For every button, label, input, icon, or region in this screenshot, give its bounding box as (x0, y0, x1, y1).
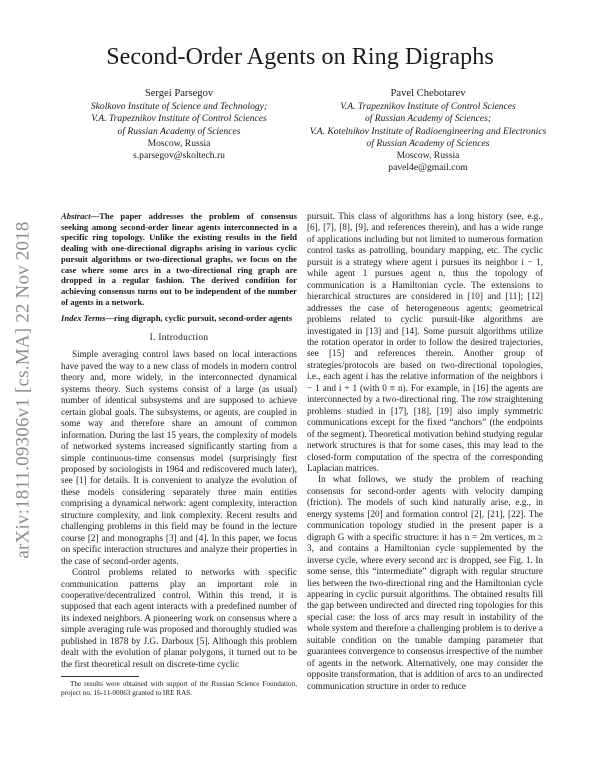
author-affiliation: Skolkovo Institute of Science and Technology; (90, 101, 268, 113)
author-location: Moscow, Russia (147, 137, 211, 149)
body-paragraph: In what follows, we study the problem of reaching consensus for second-order agents with velocity damping (friction). The models of such kind naturally arise, e.g., in energy systems [20] and formation control [2], [21], [22]. The communication topology studied in the present paper is a digraph G with a specific structure: it has n = 2m vertices, m ≥ 3, and contains a Hamiltonian cycle supplemented by the inverse cycle, where every second arc is dropped, see Fig. 1. In some sense, this “intermediate” digraph with regular structure lies between the two-directional ring and the Hamiltonian cycle appearing in cyclic pursuit algorithms. The obtained results fill the gap between undirected and directed ring topologies for this special case: the loss of arcs may result in instability of the whole system and therefore a challenging problem is to derive a suitable condition on the tunable damping parameter that guarantees convergence to consensus irrespective of the number of agents in the network. Alternatively, one may consider the opposite transformation, that is addition of arcs to an undirected communication structure in order to reduce (307, 474, 543, 691)
author-name: Sergei Parsegov (144, 88, 214, 99)
right-column (307, 211, 543, 692)
footnote-divider (61, 676, 139, 677)
arxiv-identifier: arXiv:1811.09306v1 [cs.MA] 22 Nov 2018 (13, 221, 35, 559)
author-location: Moscow, Russia (396, 150, 460, 162)
index-terms-text: —ring digraph, cyclic pursuit, second-order agents (105, 313, 293, 324)
author-block-2 (304, 88, 552, 174)
body-paragraph: pursuit. This class of algorithms has a long history (see, e.g., [6], [7], [8], [9], and references therein), and has a wide range of applications including but not limited to numerous formation control tasks as patrolling, boundary mapping, etc. The cyclic pursuit is a strategy where agent i pursues its neighbor i − 1, while agent 1 pursues agent n, thus the topology of communication is a Hamiltonian cycle. The extensions to hierarchical structures are considered in [10] and [11]; [12] addresses the case of heterogeneous agents; geometrical problems related to cyclic pursuit-like algorithms are investigated in [13] and [14]. Some pursuit algorithms utilize the rotation operator in order to follow the desired trajectories, see [15] and references therein. Another group of strategies/protocols are based on two-directional topologies, i.e., each agent i has the relative information of the neighbors i − 1 and i + 1 (with 0 ≡ n). For example, in [16] the agents are interconnected by a two-directional ring. The row straightening problems studied in [17], [18], [19] also imply symmetric communications except for the fixed “anchors” (the endpoints of the segment). Theoretical motivation behind studying regular network structures is that for some cases, this may lead to the closed-form computation of the spectra of the corresponding Laplacian matrices. (307, 211, 543, 473)
section-heading: I. Introduction (149, 333, 209, 344)
author-block-1 (66, 88, 292, 162)
author-email: s.parsegov@skoltech.ru (133, 150, 225, 162)
author-affiliation: of Russian Academy of Sciences; (364, 113, 492, 125)
author-affiliation: V.A. Kotelnikov Institute of Radioengineering and Electronics (309, 125, 547, 137)
arxiv-stamp (4, 180, 44, 600)
author-name: Pavel Chebotarev (390, 88, 466, 99)
abstract-label: Abstract (61, 211, 91, 221)
body-paragraph: Simple averaging control laws based on local interactions have paved the way to a new class of models in modern control theory and, more widely, in the interconnected dynamical systems theory. Such systems consist of a large (as usual) number of identical subsystems and are supposed to achieve certain global goals. The subsystems, or agents, are coupled in some way and therefore share an amount of common information. During the last 15 years, the complexity of models of networked systems increased significantly starting from a simple continuous-time consensus model (surprisingly first proposed by sociologists in 1964 and rediscovered much later), see [1] for details. It is convenient to analyze the evolution of these models considering separately three main entities comprising a dynamical network: agent complexity, interaction structure complexity, and link complexity. Recent results and challenging problems in this field may be found in the lecture course [2] and monographs [3] and [4]. In this paper, we focus on specific interaction structures and analyze their properties in the case of second-order agents. (61, 349, 297, 566)
index-terms-label: Index Terms (61, 313, 106, 324)
author-affiliation: V.A. Trapeznikov Institute of Control Sciences (91, 113, 267, 125)
body-paragraph: Control problems related to networks with specific communication patterns play an important role in cooperative/decentralized control. Within this trend, it is supposed that each agent interacts with a predefined number of its indexed neighbors. A pioneering work on consensus where a simple averaging rule was proposed and thoroughly studied was published in 1878 by J.G. Darboux [5]. Although this problem dealt with the evolution of planar polygons, it turned out to be the first theoretical result on discrete-time cyclic (61, 567, 297, 669)
abstract-text: —The paper addresses the problem of consensus seeking among second-order linear agents interconnected in a specific ring topology. Unlike the existing results in the field dealing with one-directional digraphs arising in various cyclic pursuit algorithms or two-directional graphs, we focus on the case where some arcs in a two-directional ring graph are dropped in a regular fashion. The derived condition for achieving consensus turns out to be independent of the number of agents in a network. (61, 211, 297, 307)
author-affiliation: V.A. Trapeznikov Institute of Control Sciences (340, 101, 516, 113)
abstract (61, 211, 297, 307)
author-affiliation: of Russian Academy of Sciences (117, 125, 241, 137)
author-affiliation: of Russian Academy of Sciences (366, 137, 490, 149)
index-terms (61, 313, 297, 324)
left-column (61, 211, 297, 698)
paper-title: Second-Order Agents on Ring Digraphs (106, 44, 494, 70)
footnote: The results were obtained with support of the Russian Science Foundation, project no. 16-11-00063 granted to IRE RAS. (61, 680, 297, 698)
author-email: pavel4e@gmail.com (388, 162, 468, 174)
